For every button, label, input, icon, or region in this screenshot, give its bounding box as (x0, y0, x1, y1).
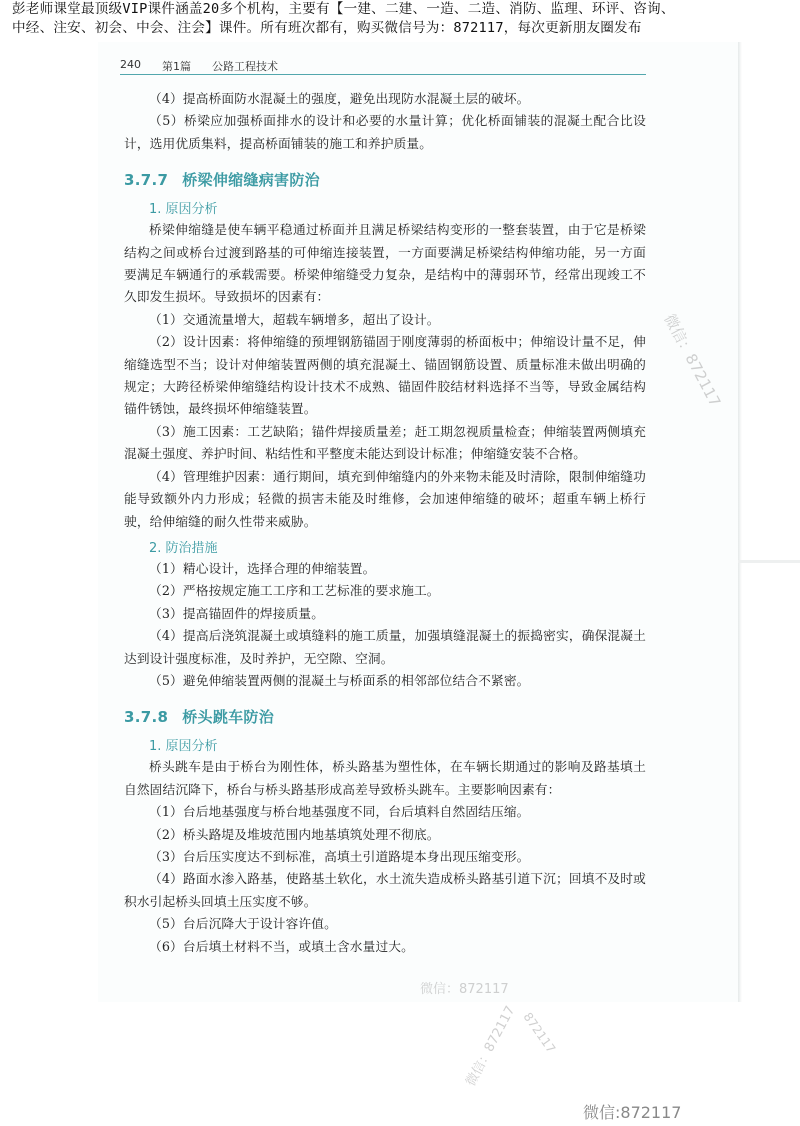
page-fold (738, 560, 800, 563)
list-item: （1）精心设计，选择合理的伸缩装置。 (149, 560, 376, 576)
watermark-bottom-c: 872117 (520, 1010, 559, 1056)
page-number: 240 (120, 58, 141, 71)
list-item: （3）提高锚固件的焊接质量。 (149, 605, 325, 621)
list-item: （3）施工因素：工艺缺陷；锚件焊接质量差；赶工期忽视质量检查；伸缩装置两侧填充混凝土强度、养护时间、粘结性和平整度未能达到设计标准；伸缩缝安装不合格。 (124, 423, 646, 462)
section-number: 3.7.8 (124, 708, 169, 727)
part-label: 第1篇 (162, 60, 191, 73)
paragraph: 桥头跳车是由于桥台为刚性体，桥头路基为塑性体，在车辆长期通过的影响及路基填土自然固结沉降下，桥台与桥头路基形成高差导致桥头跳车。主要影响因素有： (124, 759, 646, 797)
list-item: （2）设计因素：将伸缩缝的预埋钢筋锚固于刚度薄弱的桥面板中；伸缩设计量不足，伸缩缝选型不当；设计对伸缩装置两侧的填充混凝土、锚固钢筋设置、质量标准未做出明确的规定；大跨径桥梁伸缩缝结构设计技术不成熟、锚固件胶结材料选择不当等，导致金属结构锚件锈蚀，最终损坏伸缩缝装置。 (124, 334, 646, 417)
list-item: （4）路面水渗入路基，使路基土软化，水土流失造成桥头路基引道下沉；回填不及时或积水引起桥头回填土压实度不够。 (124, 871, 646, 909)
promo-banner-line-1: 彭老师课堂最顶级VIP课件涵盖20多个机构，主要有【一建、二建、一造、二造、消防、监理、环评、咨询、 (12, 1, 675, 17)
list-item: （1）交通流量增大，超载车辆增多，超出了设计。 (149, 311, 440, 327)
section-number: 3.7.7 (124, 171, 169, 190)
page-edge (738, 42, 742, 1002)
section-heading-377 (124, 169, 646, 190)
intro-item-4: （4）提高桥面防水混凝土的强度，避免出现防水混凝土层的破坏。 (149, 91, 530, 106)
watermark-right: 微信：872117 (660, 310, 725, 410)
list-item: （1）台后地基强度与桥台地基强度不同，台后填料自然固结压缩。 (149, 804, 530, 820)
subheading-cause-analysis: 1. 原因分析 (149, 739, 218, 755)
section-heading-378 (124, 706, 646, 727)
watermark-bottom-b: 微信：872117 (463, 1003, 519, 1089)
list-item: （3）台后压实度达不到标准，高填土引道路堤本身出现压缩变形。 (149, 848, 530, 864)
list-item: （2）严格按规定施工工序和工艺标准的要求施工。 (149, 583, 440, 599)
section-title: 桥头跳车防治 (182, 708, 275, 727)
subheading-prevention: 2. 防治措施 (149, 540, 218, 556)
list-item: （5）台后沉降大于设计容许值。 (149, 916, 337, 932)
list-item: （6）台后填土材料不当，或填土含水量过大。 (149, 938, 414, 954)
page-body (124, 88, 646, 958)
watermark-bottom-a: 微信：872117 (420, 982, 509, 997)
promo-banner (0, 0, 800, 40)
header-rule (120, 74, 646, 75)
section-title: 桥梁伸缩缝病害防治 (182, 171, 320, 190)
list-item: （5）避免伸缩装置两侧的混凝土与桥面系的相邻部位结合不紧密。 (149, 672, 530, 688)
corner-watermark: 微信:872117 (583, 1103, 682, 1122)
promo-banner-line-2: 中经、注安、初会、中会、注会】课件。所有班次都有，购买微信号为：872117，每次更新朋友圈发布 (12, 20, 642, 36)
chapter-title: 公路工程技术 (212, 60, 278, 73)
list-item: （2）桥头路堤及堆坡范围内地基填筑处理不彻底。 (149, 826, 440, 842)
list-item: （4）提高后浇筑混凝土或填缝料的施工质量，加强填缝混凝土的振捣密实，确保混凝土达到设计强度标准，及时养护，无空隙、空洞。 (124, 628, 646, 666)
list-item: （4）管理维护因素：通行期间，填充到伸缩缝内的外来物未能及时清除，限制伸缩缝功能导致额外内力形成；轻微的损害未能及时维修，会加速伸缩缝的破坏；超重车辆上桥行驶，给伸缩缝的耐久性带来威胁。 (124, 468, 646, 529)
intro-item-5: （5）桥梁应加强桥面排水的设计和必要的水量计算；优化桥面铺装的混凝土配合比设计，选用优质集料，提高桥面铺装的施工和养护质量。 (124, 113, 646, 151)
paragraph: 桥梁伸缩缝是使车辆平稳通过桥面并且满足桥梁结构变形的一整套装置，由于它是桥梁结构之间或桥台过渡到路基的可伸缩连接装置，一方面要满足桥梁结构伸缩功能，另一方面要满足车辆通行的承载需要。桥梁伸缩缝受力复杂，是结构中的薄弱环节，经常出现竣工不久即发生损坏。导致损坏的因素有： (124, 222, 646, 305)
subheading-cause-analysis: 1. 原因分析 (149, 202, 218, 218)
